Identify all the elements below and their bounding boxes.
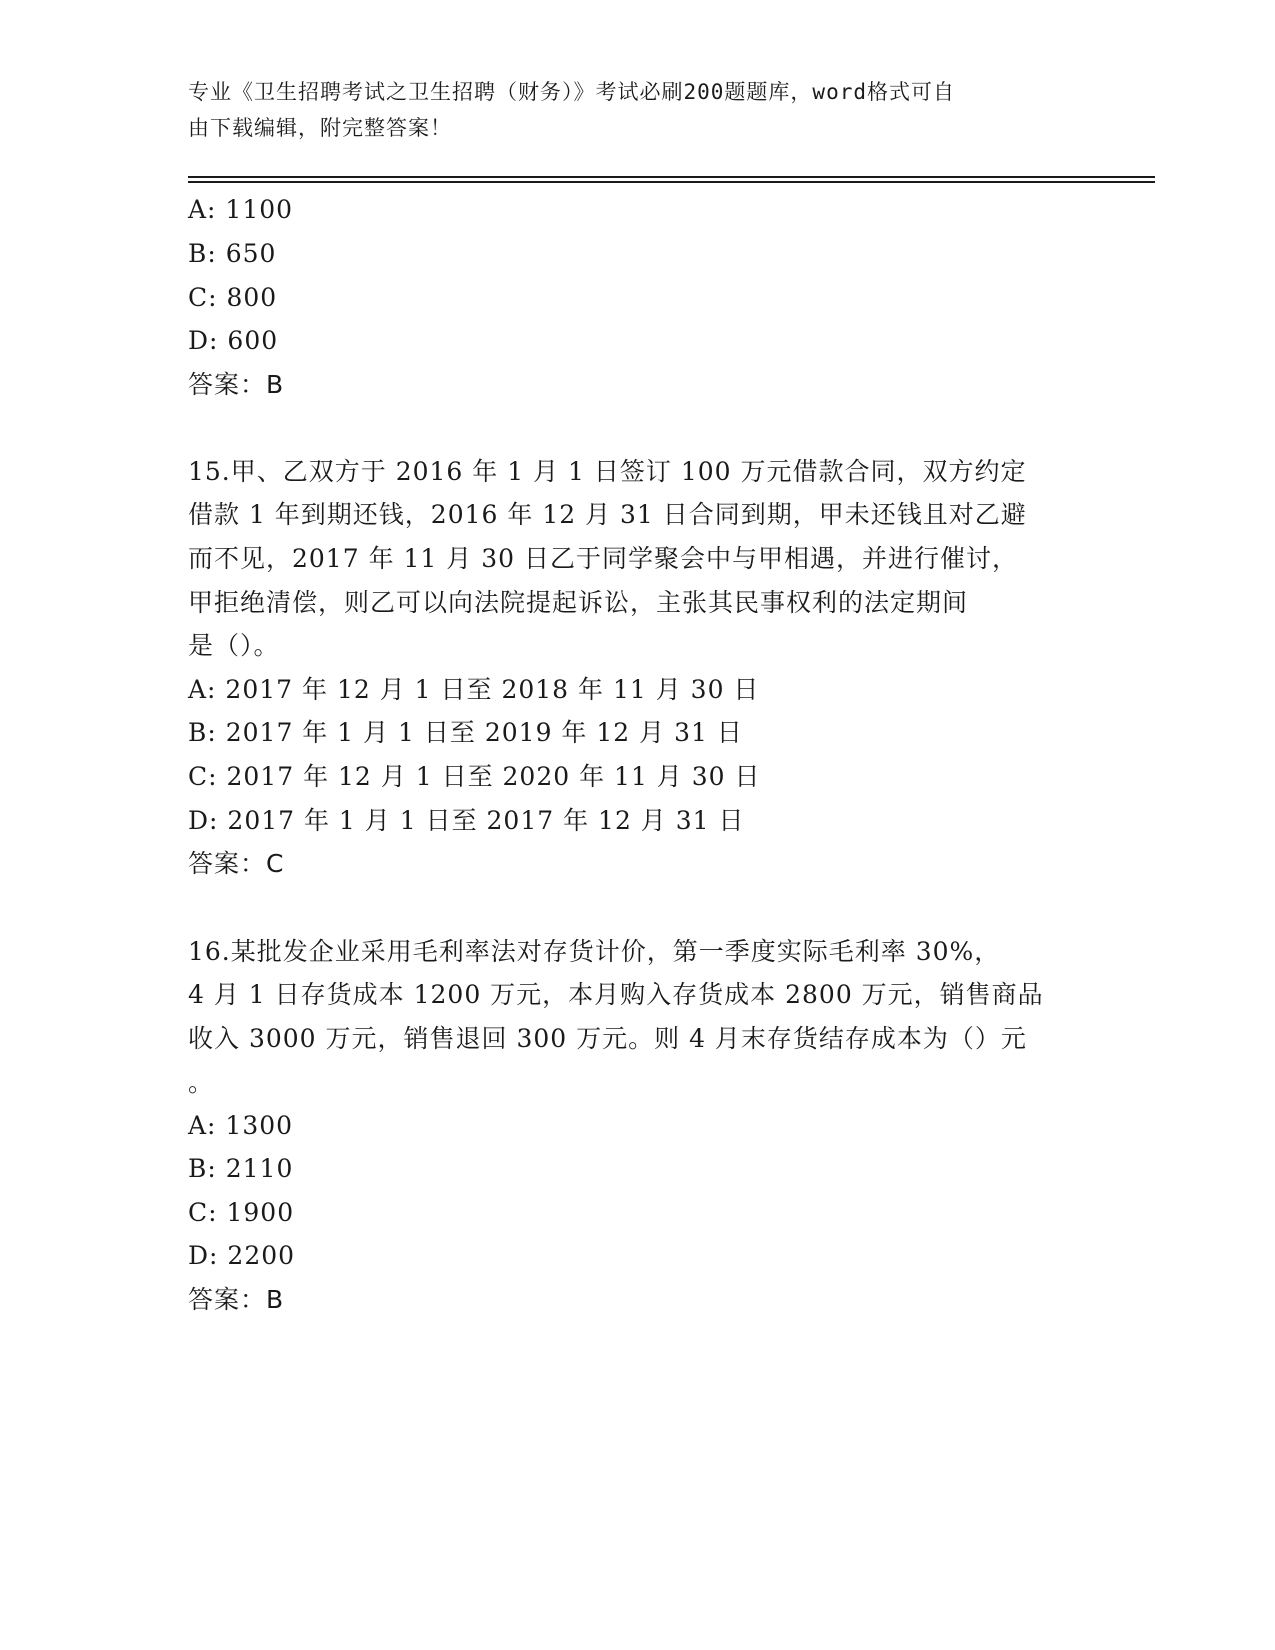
- q15-option-d: D: 2017 年 1 月 1 日至 2017 年 12 月 31 日: [188, 806, 745, 835]
- q15-stem-line-2: 借款 1 年到期还钱，2016 年 12 月 31 日合同到期，甲未还钱且对乙避: [188, 500, 1027, 529]
- q15-stem-line-1: 15.甲、乙双方于 2016 年 1 月 1 日签订 100 万元借款合同，双方约定: [188, 457, 1027, 486]
- q15-option-c: C: 2017 年 12 月 1 日至 2020 年 11 月 30 日: [188, 762, 761, 791]
- q14-option-a: A: 1100: [188, 195, 294, 224]
- q14-option-c: C: 800: [188, 283, 278, 312]
- q16-stem-line-4: 。: [188, 1068, 215, 1097]
- q14-option-b: B: 650: [188, 239, 277, 268]
- q15-stem-line-3: 而不见，2017 年 11 月 30 日乙于同学聚会中与甲相遇，并进行催讨，: [188, 544, 1018, 573]
- q15-option-a: A: 2017 年 12 月 1 日至 2018 年 11 月 30 日: [188, 675, 760, 704]
- q14-answer: 答案：B: [188, 370, 285, 399]
- q16-stem-line-2: 4 月 1 日存货成本 1200 万元，本月购入存货成本 2800 万元，销售商品: [188, 980, 1044, 1009]
- q16-option-c: C: 1900: [188, 1198, 295, 1227]
- header-divider-bottom: [188, 181, 1155, 183]
- q15-stem-line-5: 是（）。: [188, 631, 280, 660]
- header-title-line-1: 专业《卫生招聘考试之卫生招聘（财务）》考试必刷200题题库，word格式可自: [188, 80, 955, 104]
- q16-answer: 答案：B: [188, 1285, 285, 1314]
- q16-stem-line-1: 16.某批发企业采用毛利率法对存货计价，第一季度实际毛利率 30%，: [188, 937, 1001, 966]
- q14-option-d: D: 600: [188, 326, 279, 355]
- header-title-line-2: 由下载编辑，附完整答案！: [188, 116, 452, 140]
- q15-stem-line-4: 甲拒绝清偿，则乙可以向法院提起诉讼，主张其民事权利的法定期间: [188, 588, 969, 617]
- document-header: [188, 74, 1068, 146]
- q16-option-d: D: 2200: [188, 1241, 296, 1270]
- q15-answer: 答案：C: [188, 849, 285, 878]
- header-divider-top: [188, 176, 1155, 178]
- q16-stem-line-3: 收入 3000 万元，销售退回 300 万元。则 4 月末存货结存成本为（）元: [188, 1024, 1027, 1053]
- q16-option-a: A: 1300: [188, 1111, 294, 1140]
- q15-option-b: B: 2017 年 1 月 1 日至 2019 年 12 月 31 日: [188, 718, 743, 747]
- q16-option-b: B: 2110: [188, 1154, 294, 1183]
